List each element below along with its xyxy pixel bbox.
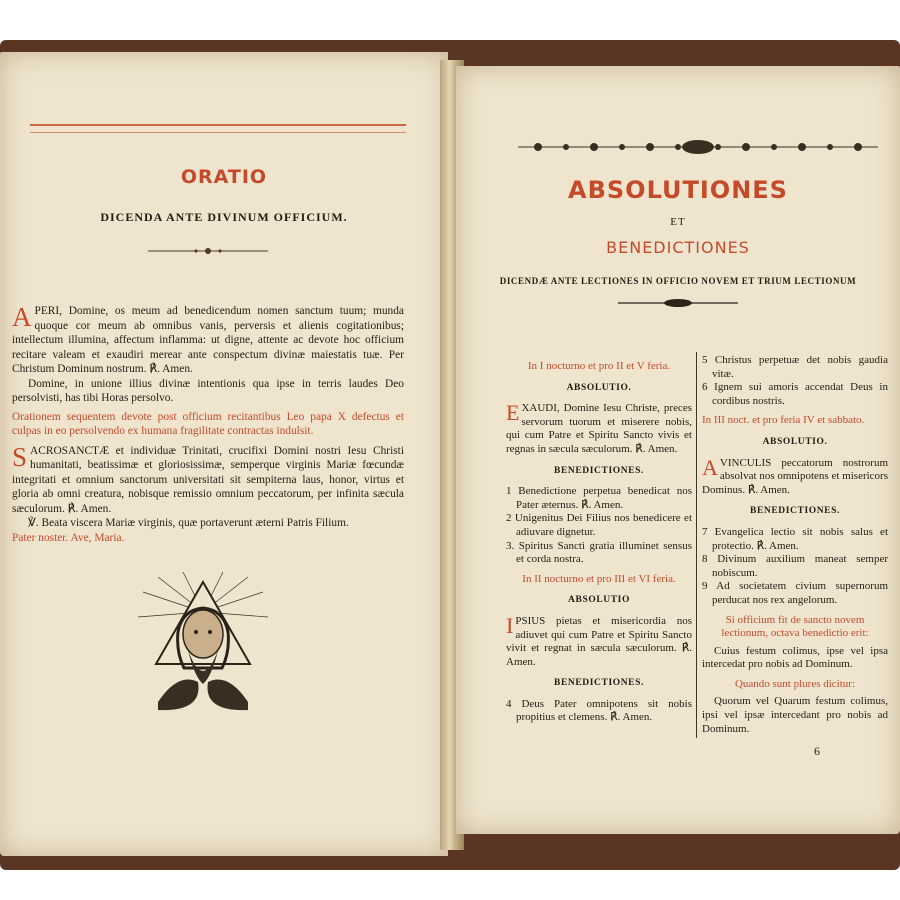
drop-cap: A [12, 302, 32, 332]
ornament-divider [618, 298, 738, 308]
sacrosanctae-paragraph [12, 441, 404, 517]
floral-ornament-band [518, 138, 878, 156]
page-subtitle: DICENDÆ ANTE LECTIONES IN OFFICIO NOVEM ET TRIUM LECTIONUM [499, 276, 857, 286]
rubric-sancto: Si officium fit de sancto novem lectionum, octava benedictio erit: [721, 613, 869, 640]
heading-benedictiones: BENEDICTIONES. [554, 678, 644, 689]
column-rule [696, 352, 697, 738]
drop-cap: E [506, 400, 520, 426]
benediction-3: 3. Spiritus Sancti gratia illuminet sensus et corda nostra. [506, 539, 692, 566]
left-page [0, 52, 448, 856]
page-title: ABSOLUTIONES [568, 176, 788, 204]
benediction-2: 2 Unigenitus Dei Filius nos benedicere et adiuvare dignetur. [506, 512, 692, 538]
cuius-text: Cuius festum colimus, ipse vel ipsa intercedat pro nobis ad Dominum. [702, 644, 888, 671]
rubric-nocturn-1: In I nocturno et pro II et V feria. [527, 360, 671, 372]
benediction-7: 7 Evangelica lectio sit nobis salus et protectio. ℟. Amen. [702, 525, 888, 552]
right-page [456, 66, 900, 834]
benediction-6: 6 Ignem sui amoris accendat Deus in cordibus nostris. [702, 381, 888, 407]
exaudi-paragraph [506, 402, 692, 456]
benediction-9: 9 Ad societatem civium supernorum perducat nos rex angelorum. [702, 580, 888, 606]
page-title-secondary: BENEDICTIONES [606, 238, 750, 257]
ipsius-text: PSIUS pietas et misericordia nos adiuvet qui cum Patre et Spiritu Sancto vivit et regnat in sæcula sæculorum. ℟. Amen. [506, 614, 692, 668]
left-column [506, 354, 692, 725]
domine-paragraph: Domine, in unione illius divinæ intentionis qua ipse in terris laudes Deo persolvisti, has tibi Horas persolvo. [12, 377, 404, 404]
quorum-text: Quorum vel Quarum festum colimus, ipsi vel ipsæ intercedant pro nobis ad Dominum. [702, 695, 888, 735]
benediction-5: 5 Christus perpetuæ det nobis gaudia vitæ. [702, 354, 888, 380]
ipsius-paragraph [506, 612, 692, 669]
page-subtitle: DICENDA ANTE DIVINUM OFFICIUM. [100, 210, 348, 224]
pater-noster-rubric: Pater noster. Ave, Maria. [12, 531, 125, 544]
drop-cap: A [702, 454, 718, 480]
page-title: ORATIO [180, 166, 268, 188]
drop-cap: I [506, 612, 514, 638]
rubric-text: Orationem sequentem devote post officium recitantibus Leo papa X defectus et culpas in eo persolvendo ex humana fragilitate contractas indulsit. [12, 410, 404, 437]
benediction-8: 8 Divinum auxilium maneat semper nobiscum. [702, 553, 888, 579]
heading-absolutio: ABSOLUTIO [568, 595, 630, 606]
heading-benedictiones: BENEDICTIONES. [554, 465, 644, 476]
benediction-4: 4 Deus Pater omnipotens sit nobis propitius et clemens. ℟. Amen. [506, 697, 692, 724]
page-number: 6 [814, 744, 820, 758]
vinculis-paragraph [702, 454, 888, 498]
right-column [702, 354, 888, 736]
heading-absolutio: ABSOLUTIO. [566, 382, 632, 393]
heading-benedictiones: BENEDICTIONES. [750, 506, 840, 517]
ornament-divider [148, 246, 268, 256]
benediction-1: 1 Benedictione perpetua benedicat nos Pater æternus. ℟. Amen. [506, 485, 692, 511]
oratio-paragraph [12, 304, 404, 377]
oratio-body [12, 304, 404, 550]
oratio-text: PERI, Domine, os meum ad benedicendum nomen sanctum tuum; munda quoque cor meum ab omnibus vanis, perversis et alienis cogitationibus; intellectum illumina, affectum inflamma: ut digne, attente ac devote hoc officium recitare valeam et exaudiri merear ante conspectum divinæ maiestatis tuæ. Per Christum Dominum nostrum. ℟. Amen. [12, 305, 404, 375]
conjunction-et: ET [670, 216, 686, 228]
rubric-nocturn-2: In II nocturno et pro III et VI feria. [522, 572, 676, 585]
rubric-plures: Quando sunt plures dicitur: [734, 677, 856, 690]
versicle-text: ℣. Beata viscera Mariæ virginis, quæ portaverunt æterni Patris Filium. [28, 517, 349, 529]
rubric-nocturn-3: In III noct. et pro feria IV et sabbato. [702, 414, 865, 427]
exaudi-text: XAUDI, Domine Iesu Christe, preces servorum tuorum et miserere nobis, qui cum Patre et Spiritu Sancto vivis et regnas in sæcula sæculorum. ℟. Amen. [506, 402, 692, 455]
drop-cap: S [12, 441, 28, 472]
christ-engraving-image [138, 572, 268, 712]
sacrosanctae-text: ACROSANCTÆ et individuæ Trinitati, crucifixi Domini nostri Iesu Christi humanitati, beatissimæ et gloriosissimæ, semperque virginis Mariæ fœcundæ integritati et omnium sanctorum universitati sit sempiterna laus, honor, virtus et gloria ab omni creatura, nobisque remissio omnium peccatorum, per infinita sæcula sæculorum. ℟. Amen. [12, 444, 404, 515]
heading-absolutio: ABSOLUTIO. [762, 436, 828, 447]
vinculis-text: VINCULIS peccatorum nostrorum absolvat nos omnipotens et misericors Dominus. ℟. Amen. [702, 456, 888, 496]
ornament-rule-top [30, 124, 406, 133]
